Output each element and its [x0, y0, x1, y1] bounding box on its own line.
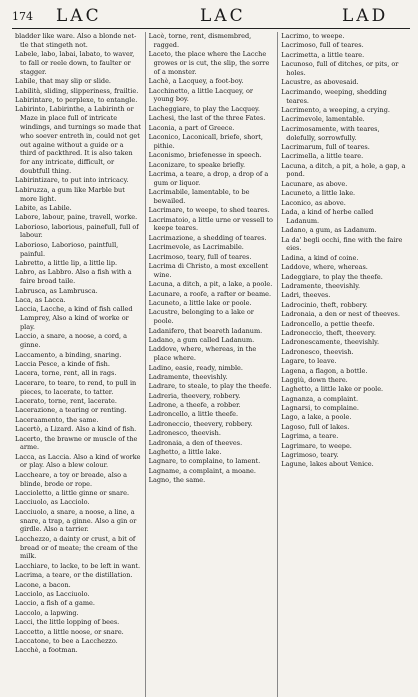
header-rule — [12, 28, 410, 29]
dictionary-entry: Lacrima, a teare, a drop, a drop of a gum or liquor. — [148, 169, 269, 187]
dictionary-entry: Ladroneccio, theevery, robbery. — [148, 419, 253, 428]
dictionary-entry: Lacciuolo, a snare, a noose, a line, a snare, a trap, a ginne. Also a gin or girdle. Also a tarrier. — [15, 507, 137, 534]
dictionary-entry: Laborioso, laborious, painefull, full of labour. — [15, 222, 139, 240]
dictionary-entry: Labirintare, to perplexe, to entangle. — [15, 95, 138, 104]
dictionary-entry: Lacuna, a ditch, a pit, a lake, a poole. — [148, 280, 273, 289]
dictionary-entry: Laccheare, a toy or breade, also a blinde, brode or rope. — [15, 470, 128, 488]
dictionary-entry: Lacrimetta, a little teare. — [281, 50, 365, 59]
dictionary-entry: Ladrare, to steale, to play the theefe. — [148, 382, 272, 391]
dictionary-entry: Laccamento, a binding, snaring. — [15, 350, 122, 359]
dictionary-entry: Lagare, to leave. — [281, 357, 337, 366]
dictionary-entry: Labiruzza, a gum like Marble but more light. — [15, 185, 125, 203]
column-right — [277, 32, 410, 697]
dictionary-entry: Laccia Pesce, a kinde of fish. — [15, 359, 110, 368]
dictionary-entry: Ladramente, theevishly. — [281, 281, 361, 290]
dictionary-entry: Laccolo, a lapwing. — [15, 608, 79, 617]
dictionary-entry: Laghetto, a little lake. — [148, 448, 222, 457]
dictionary-entry: Lagname, a complaint, a moane. — [148, 466, 256, 475]
dictionary-entry: Ladronaia, a den or nest of theeves. — [281, 310, 400, 319]
dictionary-entry: Labite, as Labile. — [15, 203, 72, 212]
dictionary-entry: Ladeggiare, to play the theefe. — [281, 272, 383, 281]
dictionary-entry: Laccio, a snare, a noose, a cord, a ginne. — [15, 332, 128, 350]
dictionary-entry: Lago, a lake, a poole. — [281, 413, 352, 422]
dictionary-entry: Lacrimosamente, with teares, dolefully, sorrowfully. — [281, 124, 380, 142]
running-headword-left: LAC — [56, 6, 102, 26]
dictionary-entry: Lacheggiare, to play the Lacquey. — [148, 104, 260, 113]
dictionary-entry: Laccioletto, a little ginne or snare. — [15, 489, 130, 498]
dictionary-entry: Lada, a kind of herbe called Ladanum. — [281, 208, 374, 225]
dictionary-entry: Laconizare, to speake briefly. — [148, 160, 246, 169]
dictionary-entry: Lacchinetto, a little Lacquey, or young boy. — [148, 86, 253, 104]
dictionary-entry: Lacone, a bacon. — [15, 580, 71, 589]
dictionary-entry: Laca, as Lacca. — [15, 296, 66, 305]
dictionary-entry: Lacè, torne, rent, dismembred, ragged. — [148, 32, 252, 49]
dictionary-entry: Lacunare, a roofe, a rafter or beame. — [148, 289, 272, 298]
dictionary-entry: Lacrimando, weeping, shedding teares. — [281, 87, 387, 105]
dictionary-entry: Lacerato, torne, rent, lacerate. — [15, 396, 117, 405]
dictionary-entry: Lacrimento, a weeping, a crying. — [281, 105, 390, 114]
dictionary-entry: Lacca, as Laccia. Also a kind of worke or play. Also a blew colour. — [15, 452, 141, 470]
dictionary-entry: Laccetto, a little noose, or snare. — [15, 627, 124, 636]
dictionary-entry: Lagoso, full of lakes. — [281, 422, 350, 431]
dictionary-entry: bladder like ware. Also a blonde net-tle that stingeth not. — [15, 32, 137, 49]
dictionary-entry: Labilità, sliding, slipperiness, frailtie. — [15, 86, 139, 95]
dictionary-entry: Lacrima di Christo, a most excellent wine. — [148, 262, 269, 279]
dictionary-entry: Ladroncello, a little theefe. — [148, 410, 239, 419]
dictionary-entry: Ladano, a gum, as Ladanum. — [281, 226, 377, 235]
dictionary-entry: Labirintizare, to put into intricacy. — [15, 176, 129, 185]
page-number: 174 — [12, 10, 33, 23]
dictionary-entry: Ladanifero, that beareth ladanum. — [148, 326, 263, 335]
dictionary-entry: Ladramente, theevishly. — [148, 372, 228, 381]
dictionary-entry: Lagrima, a teare. — [281, 432, 339, 441]
dictionary-entry: Lagnarsi, to complaine. — [281, 404, 359, 413]
dictionary-entry: Laccatone, to bee a Lacchezzo. — [15, 636, 118, 645]
dictionary-entry: Laconico, Laconicall, briefe, short, pithie. — [148, 132, 263, 150]
dictionary-entry: Lacchezzo, a dainty or crust, a bit of bread or of meate; the cream of the milk. — [15, 534, 138, 561]
dictionary-entry: Lacustre, belonging to a lake or poole. — [148, 308, 254, 326]
dictionary-entry: Lacrimarum, full of teares. — [281, 142, 370, 151]
running-headword-center: LAC — [200, 6, 246, 26]
dictionary-entry: Ladreria, theevery, robbery. — [148, 391, 241, 400]
dictionary-entry: Laborioso, Laborioso, paintfull, painful. — [15, 240, 119, 258]
dictionary-entry: Laconismo, briefenesse in speech. — [148, 151, 262, 160]
dictionary-entry: Ladronaia, a den of theeves. — [148, 438, 243, 447]
dictionary-entry: Lagena, a flagon, a bottle. — [281, 366, 368, 375]
dictionary-entry: Lacchiare, to lacke, to be left in want. — [15, 561, 141, 570]
dictionary-entry: Laccia, Lacche, a kind of fish called Lamprey, Also a kind of worke or play. — [15, 305, 133, 331]
dictionary-entry: Lacrimatoio, a little urne or vessell to keepe teares. — [148, 215, 273, 233]
dictionary-entry: Lacciuolo, as Lacciolo. — [15, 498, 90, 507]
dictionary-entry: Lacci, the little lopping of bees. — [15, 618, 120, 627]
dictionary-entry: Lacuneto, a little lake. — [281, 189, 356, 198]
dictionary-entry: Labretto, a little lip, a little lip. — [15, 259, 118, 268]
dictionary-entry: Lacertò, a Lizard. Also a kind of fish. — [15, 425, 137, 434]
dictionary-entry: Lacuneto, a little lake or poole. — [148, 298, 252, 307]
running-headword-right: LAD — [342, 6, 389, 26]
dictionary-entry: Ladronescamente, theevishly. — [281, 338, 380, 347]
dictionary-entry: Ladronesco, theevish. — [148, 429, 221, 438]
dictionary-entry: Lacrimevole, as Lacrimabile. — [148, 243, 244, 252]
dictionary-entry: Labele, labo, labai, labato, to waver, to fall or reele down, to faulter or stagger. — [15, 50, 135, 76]
dictionary-entry: Lagnare, to complaine, to lament. — [148, 457, 261, 466]
dictionary-entry: Laceto, the place where the Lacche growes or is cut, the slip, the sorre of a monster. — [148, 50, 270, 76]
dictionary-entry: Lacunare, as above. — [281, 179, 348, 188]
dictionary-entry: Ladina, a kind of coine. — [281, 253, 359, 262]
dictionary-entry: Lacrimo, to weepe. — [281, 32, 345, 40]
dictionary-entry: Lacciolo, as Lacciuolo. — [15, 589, 90, 598]
dictionary-entry: Labirinto, Labirinthe, a Labirinth or Maze in place full of intricate windings, and turnings so made that who soever entreth in, could not get out againe without a guide or a third of packthred. It is also taken for any intricate, difficult, or doubtfull thing. — [15, 105, 141, 175]
dictionary-entry: Lacrimevole, lamentable. — [281, 115, 365, 124]
columns — [12, 32, 410, 697]
dictionary-entry: Ladrone, a theefe, a robber. — [148, 401, 241, 410]
column-middle — [145, 32, 278, 697]
dictionary-entry: Lacrimazione, a shedding of teares. — [148, 233, 267, 242]
dictionary-entry: Lacustre, as abovesaid. — [281, 78, 359, 87]
dictionary-entry: Lacera, torne, rent, all in rags. — [15, 369, 117, 378]
dictionary-entry: Lacrimoso, teary, full of teares. — [148, 252, 252, 261]
dictionary-entry: Lacunoso, full of ditches, or pits, or holes. — [281, 60, 399, 77]
dictionary-entry: Ladroneccio, theft, theevery. — [281, 328, 376, 337]
dictionary-entry: Laccio, a fish of a game. — [15, 599, 95, 608]
dictionary-entry: Lacuna, a ditch, a pit, a hole, a gap, a pond. — [281, 161, 406, 179]
dictionary-entry: Ladino, easie, ready, nimble. — [148, 363, 243, 372]
dictionary-entry: Laconico, as above. — [281, 198, 346, 207]
column-left — [12, 32, 145, 697]
dictionary-entry: Lacrimare, to weepe, to shed teares. — [148, 206, 270, 215]
dictionary-entry: Lacrima, a teare, or the distillation. — [15, 571, 133, 580]
dictionary-entry: Laddove, where, whereas, in the place where. — [148, 345, 257, 363]
dictionary-entry: Lacerare, to teare, to rend, to pull in pieces, to lacerate, to tatter. — [15, 378, 137, 396]
dictionary-entry: Lacrimella, a little teare. — [281, 152, 364, 161]
dictionary-entry: Lachè, a Lacquey, a foot-boy. — [148, 77, 244, 86]
dictionary-entry: Labile, that may slip or slide. — [15, 77, 111, 86]
dictionary-entry: La da' begli occhi, fine with the faire eies. — [281, 235, 403, 253]
dictionary-entry: Lacrimoso, full of teares. — [281, 41, 364, 50]
dictionary-entry: Labro, as Labbro. Also a fish with a faire broad taile. — [15, 268, 132, 286]
dictionary-entry: Laddove, where, whereas. — [281, 263, 368, 272]
dictionary-entry: Lagune, lakes about Venice. — [281, 460, 374, 469]
dictionary-entry: Labrusca, as Lambrusca. — [15, 286, 98, 295]
dictionary-entry: Lacchè, a footman. — [15, 646, 78, 655]
dictionary-entry: Lacrimabile, lamentable, to be bewailed. — [148, 188, 250, 205]
dictionary-entry: Ladrocinio, theft, robbery. — [281, 300, 368, 309]
dictionary-entry: Lagrimoso, teary. — [281, 451, 339, 460]
dictionary-entry: Labore, labour, paine, travell, worke. — [15, 213, 138, 222]
dictionary-entry: Ladronesco, theevish. — [281, 347, 354, 356]
dictionary-entry: Laceraamento, the same. — [15, 415, 99, 424]
dictionary-entry: Ladano, a gum called Ladanum. — [148, 335, 255, 344]
dictionary-entry: Laconia, a part of Greece. — [148, 123, 235, 132]
dictionary-entry: Laghetto, a little lake or poole. — [281, 385, 384, 394]
dictionary-entry: Lacerto, the brawne or muscle of the arme. — [15, 434, 138, 452]
dictionary-entry: Ladri, theeves. — [281, 291, 331, 300]
dictionary-entry: Lagrimare, to weepe. — [281, 441, 352, 450]
dictionary-entry: Lagnanza, a complaint. — [281, 394, 359, 403]
dictionary-entry: Laggiù, down there. — [281, 375, 348, 384]
dictionary-entry: Lagno, the same. — [148, 476, 206, 485]
dictionary-entry: Ladroncello, a pettie theefe. — [281, 319, 375, 328]
dictionary-entry: Lachesi, the last of the three Fates. — [148, 114, 266, 123]
dictionary-entry: Lacerazione, a tearing or renting. — [15, 406, 127, 415]
